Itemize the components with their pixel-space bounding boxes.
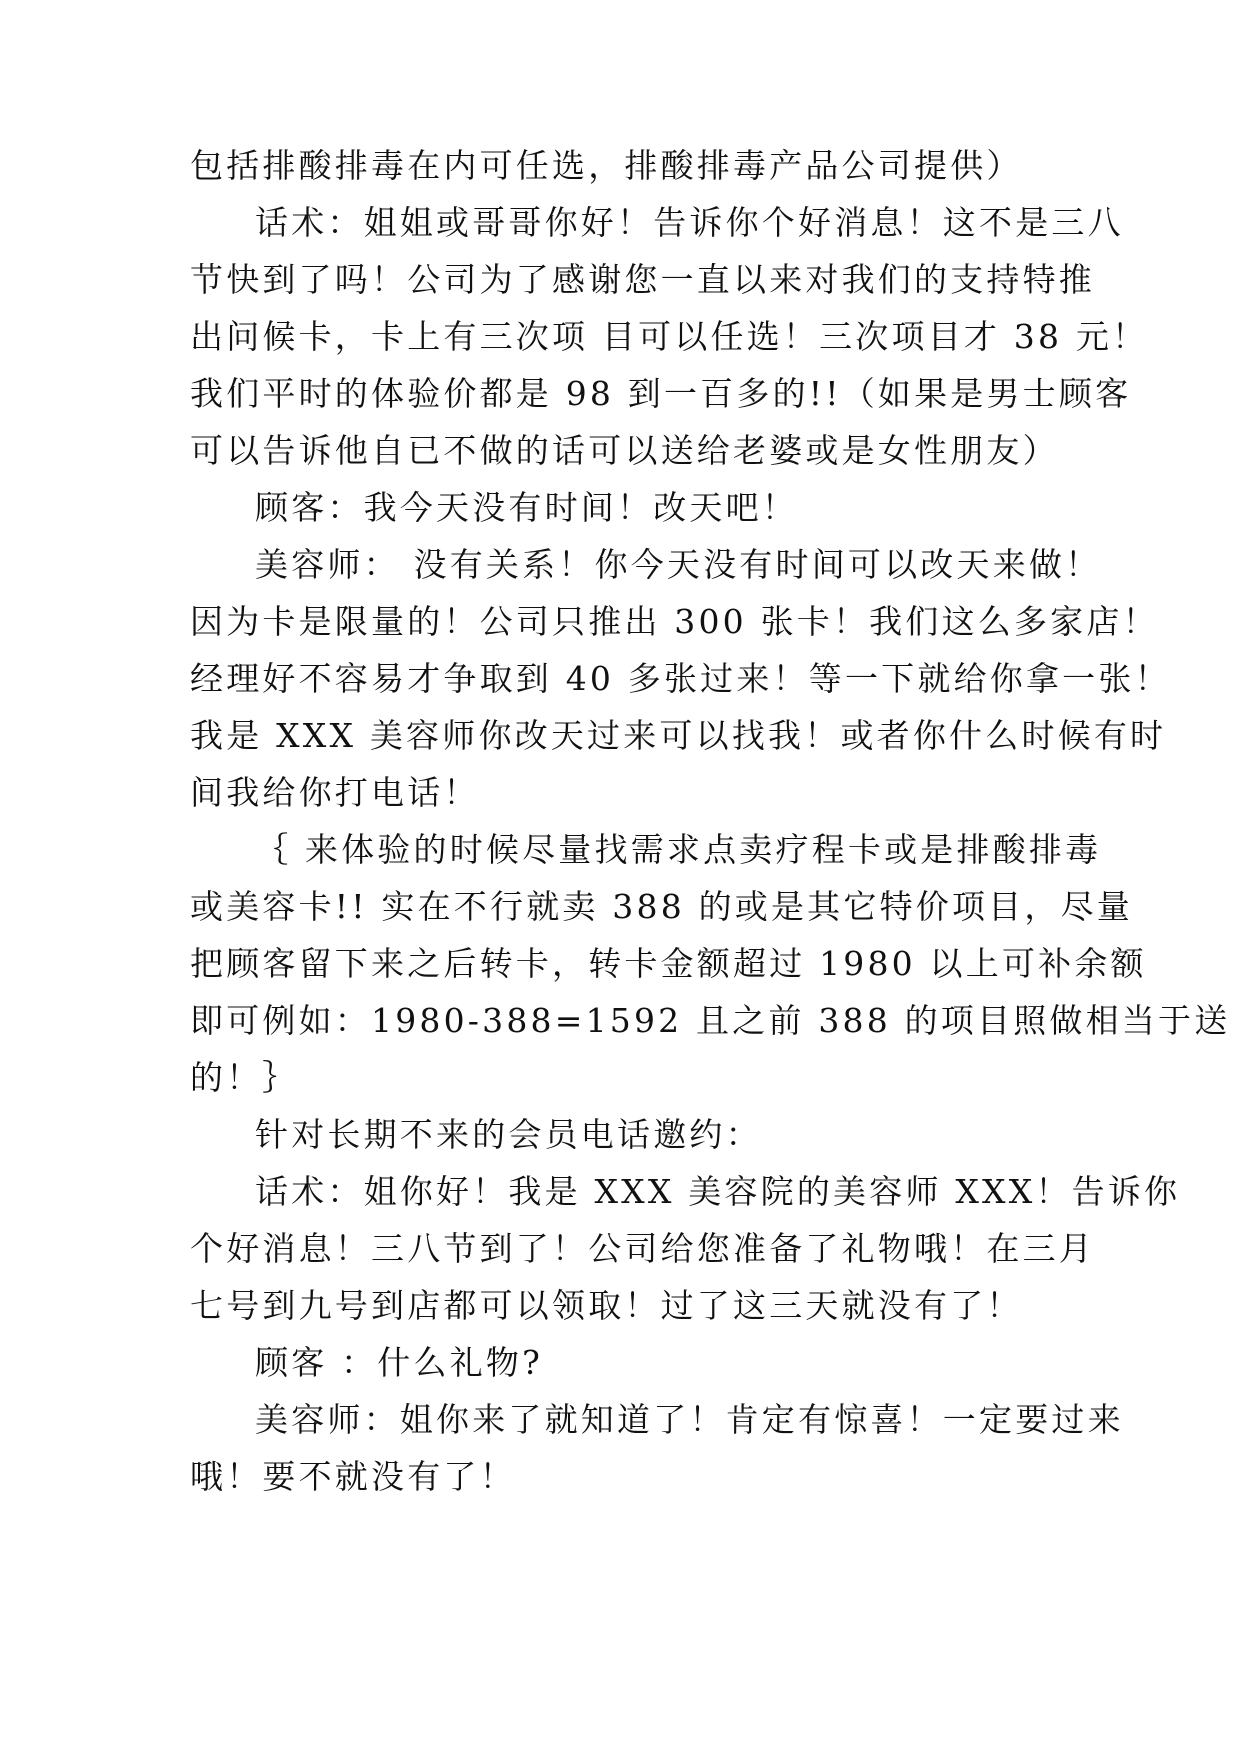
text-line: 因为卡是限量的！公司只推出 300 张卡！我们这么多家店！ — [190, 602, 1159, 641]
text-line: 美容师： 没有关系！你今天没有时间可以改天来做！ — [255, 545, 1102, 584]
text-line: 出问候卡，卡上有三次项 目可以任选！三次项目才 38 元！ — [190, 317, 1149, 356]
text-line: 个好消息！三八节到了！公司给您准备了礼物哦！在三月 — [190, 1229, 1095, 1268]
text-line: 话术：姐姐或哥哥你好！告诉你个好消息！这不是三八 — [255, 203, 1124, 242]
text-line: 哦！要不就没有了！ — [190, 1457, 516, 1496]
text-line: 包括排酸排毒在内可任选，排酸排毒产品公司提供） — [190, 146, 1023, 185]
text-line: 或美容卡!! 实在不行就卖 388 的或是其它特价项目，尽量 — [190, 887, 1133, 926]
text-line: 七号到九号到店都可以领取！过了这三天就没有了！ — [190, 1286, 1023, 1325]
text-line: 把顾客留下来之后转卡，转卡金额超过 1980 以上可补余额 — [190, 944, 1147, 983]
text-line: ｛ 来体验的时候尽量找需求点卖疗程卡或是排酸排毒 — [255, 830, 1102, 869]
text-line: 可以告诉他自已不做的话可以送给老婆或是女性朋友） — [190, 431, 1059, 470]
text-line: 即可例如：1980-388=1592 且之前 388 的项目照做相当于送 — [190, 1001, 1231, 1040]
text-line: 经理好不容易才争取到 40 多张过来！等一下就给你拿一张！ — [190, 659, 1171, 698]
text-line: 节快到了吗！公司为了感谢您一直以来对我们的支持特推 — [190, 260, 1095, 299]
text-line: 间我给你打电话！ — [190, 773, 480, 812]
text-line: 话术：姐你好！我是 XXX 美容院的美容师 XXX！告诉你 — [255, 1172, 1181, 1211]
text-line: 的！｝ — [190, 1058, 299, 1097]
text-line: 我是 XXX 美容师你改天过来可以找我！或者你什么时候有时 — [190, 716, 1167, 755]
text-line: 顾客 ：什么礼物? — [255, 1343, 543, 1382]
text-line: 美容师：姐你来了就知道了！肯定有惊喜！一定要过来 — [255, 1400, 1124, 1439]
text-line: 我们平时的体验价都是 98 到一百多的!!（如果是男士顾客 — [190, 374, 1132, 413]
text-line: 针对长期不来的会员电话邀约： — [255, 1115, 762, 1154]
text-line: 顾客：我今天没有时间！改天吧！ — [255, 488, 798, 527]
